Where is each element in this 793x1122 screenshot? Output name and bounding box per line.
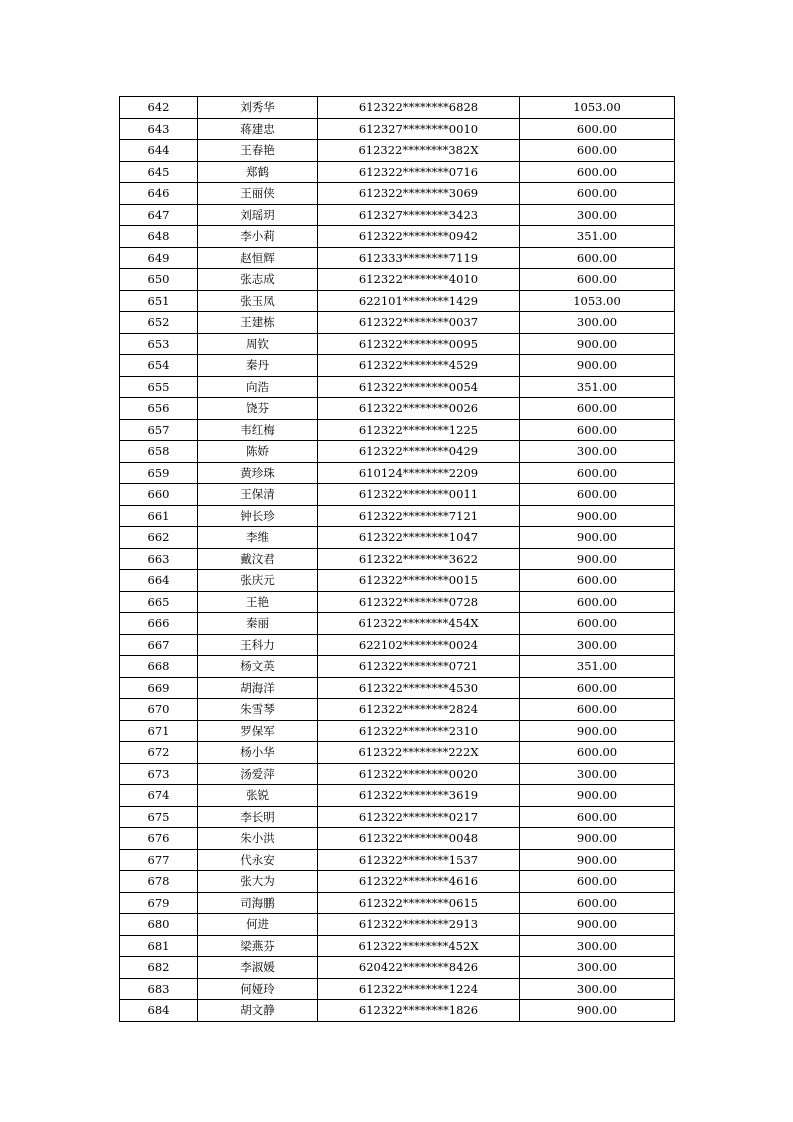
table-row [120,398,675,420]
id-number-cell: 612322********0429 [318,441,520,463]
id-number-cell: 612322********6828 [318,97,520,119]
amount-cell: 600.00 [520,613,675,635]
row-number-cell: 664 [120,570,198,592]
id-number-cell: 612322********0054 [318,376,520,398]
name-cell: 张大为 [198,871,318,893]
row-number-cell: 652 [120,312,198,334]
name-cell: 王艳 [198,591,318,613]
row-number-cell: 646 [120,183,198,205]
id-number-cell: 612322********0026 [318,398,520,420]
table-row [120,914,675,936]
row-number-cell: 643 [120,118,198,140]
row-number-cell: 650 [120,269,198,291]
id-number-cell: 622102********0024 [318,634,520,656]
row-number-cell: 680 [120,914,198,936]
table-row [120,570,675,592]
name-cell: 王科力 [198,634,318,656]
row-number-cell: 663 [120,548,198,570]
row-number-cell: 651 [120,290,198,312]
id-number-cell: 612322********0048 [318,828,520,850]
row-number-cell: 666 [120,613,198,635]
row-number-cell: 649 [120,247,198,269]
table-row [120,871,675,893]
id-number-cell: 612322********4616 [318,871,520,893]
table-row [120,656,675,678]
table-row [120,505,675,527]
name-cell: 朱小洪 [198,828,318,850]
id-number-cell: 612322********3069 [318,183,520,205]
row-number-cell: 676 [120,828,198,850]
amount-cell: 600.00 [520,419,675,441]
row-number-cell: 660 [120,484,198,506]
table-row [120,97,675,119]
name-cell: 陈娇 [198,441,318,463]
table-row [120,419,675,441]
id-number-cell: 612322********0721 [318,656,520,678]
row-number-cell: 684 [120,1000,198,1022]
amount-cell: 300.00 [520,312,675,334]
id-number-cell: 612322********454X [318,613,520,635]
amount-cell: 600.00 [520,484,675,506]
name-cell: 张玉凤 [198,290,318,312]
table-row [120,957,675,979]
amount-cell: 600.00 [520,699,675,721]
id-number-cell: 612322********1225 [318,419,520,441]
table-row [120,634,675,656]
row-number-cell: 673 [120,763,198,785]
table-row [120,548,675,570]
amount-cell: 600.00 [520,871,675,893]
row-number-cell: 658 [120,441,198,463]
id-number-cell: 612327********3423 [318,204,520,226]
name-cell: 何娅玲 [198,978,318,1000]
table-row [120,204,675,226]
name-cell: 秦丹 [198,355,318,377]
amount-cell: 900.00 [520,720,675,742]
id-number-cell: 612322********0011 [318,484,520,506]
amount-cell: 600.00 [520,161,675,183]
name-cell: 戴汶君 [198,548,318,570]
row-number-cell: 669 [120,677,198,699]
row-number-cell: 659 [120,462,198,484]
table-row [120,247,675,269]
name-cell: 王保清 [198,484,318,506]
id-number-cell: 612322********0037 [318,312,520,334]
amount-cell: 300.00 [520,204,675,226]
name-cell: 张志成 [198,269,318,291]
row-number-cell: 681 [120,935,198,957]
name-cell: 代永安 [198,849,318,871]
table-row [120,441,675,463]
name-cell: 胡文静 [198,1000,318,1022]
table-row [120,312,675,334]
table-row [120,785,675,807]
row-number-cell: 645 [120,161,198,183]
table-row [120,140,675,162]
table-row [120,226,675,248]
table-row [120,677,675,699]
name-cell: 张锐 [198,785,318,807]
table-row [120,462,675,484]
table-row [120,355,675,377]
row-number-cell: 661 [120,505,198,527]
id-number-cell: 610124********2209 [318,462,520,484]
row-number-cell: 667 [120,634,198,656]
id-number-cell: 612322********1224 [318,978,520,1000]
row-number-cell: 653 [120,333,198,355]
amount-cell: 600.00 [520,269,675,291]
amount-cell: 600.00 [520,570,675,592]
table-row [120,935,675,957]
name-cell: 罗保军 [198,720,318,742]
id-number-cell: 612322********0217 [318,806,520,828]
amount-cell: 1053.00 [520,97,675,119]
amount-cell: 300.00 [520,763,675,785]
row-number-cell: 654 [120,355,198,377]
name-cell: 杨小华 [198,742,318,764]
row-number-cell: 678 [120,871,198,893]
name-cell: 张庆元 [198,570,318,592]
row-number-cell: 670 [120,699,198,721]
name-cell: 周钦 [198,333,318,355]
name-cell: 何进 [198,914,318,936]
amount-cell: 600.00 [520,742,675,764]
row-number-cell: 657 [120,419,198,441]
row-number-cell: 674 [120,785,198,807]
id-number-cell: 612322********3619 [318,785,520,807]
id-number-cell: 612322********382X [318,140,520,162]
id-number-cell: 612322********0015 [318,570,520,592]
amount-cell: 900.00 [520,1000,675,1022]
amount-cell: 900.00 [520,548,675,570]
row-number-cell: 675 [120,806,198,828]
name-cell: 赵恒辉 [198,247,318,269]
name-cell: 郑鹤 [198,161,318,183]
id-number-cell: 612322********0728 [318,591,520,613]
name-cell: 梁燕芬 [198,935,318,957]
name-cell: 司海鹏 [198,892,318,914]
id-number-cell: 612322********0942 [318,226,520,248]
table-row [120,376,675,398]
amount-cell: 600.00 [520,247,675,269]
name-cell: 李长明 [198,806,318,828]
table-row [120,161,675,183]
amount-cell: 600.00 [520,118,675,140]
amount-cell: 351.00 [520,656,675,678]
amount-cell: 1053.00 [520,290,675,312]
name-cell: 刘瑶玥 [198,204,318,226]
row-number-cell: 655 [120,376,198,398]
row-number-cell: 647 [120,204,198,226]
id-number-cell: 612333********7119 [318,247,520,269]
table-row [120,591,675,613]
name-cell: 向浩 [198,376,318,398]
row-number-cell: 662 [120,527,198,549]
amount-cell: 351.00 [520,376,675,398]
row-number-cell: 665 [120,591,198,613]
name-cell: 蒋建忠 [198,118,318,140]
table-row [120,720,675,742]
name-cell: 李淑媛 [198,957,318,979]
table-row [120,892,675,914]
id-number-cell: 612322********0020 [318,763,520,785]
id-number-cell: 612322********1537 [318,849,520,871]
amount-cell: 600.00 [520,677,675,699]
table-row [120,742,675,764]
id-number-cell: 612322********4530 [318,677,520,699]
table-row [120,978,675,1000]
table-row [120,699,675,721]
table-row [120,849,675,871]
name-cell: 韦红梅 [198,419,318,441]
amount-cell: 600.00 [520,183,675,205]
table-row [120,613,675,635]
table-row [120,763,675,785]
amount-cell: 351.00 [520,226,675,248]
table-row [120,183,675,205]
id-number-cell: 612322********0095 [318,333,520,355]
amount-cell: 900.00 [520,505,675,527]
id-number-cell: 612322********452X [318,935,520,957]
amount-cell: 600.00 [520,591,675,613]
amount-cell: 900.00 [520,914,675,936]
table-row [120,828,675,850]
name-cell: 钟长珍 [198,505,318,527]
row-number-cell: 648 [120,226,198,248]
name-cell: 李小莉 [198,226,318,248]
table-row [120,484,675,506]
amount-cell: 300.00 [520,441,675,463]
amount-cell: 900.00 [520,849,675,871]
name-cell: 秦丽 [198,613,318,635]
id-number-cell: 612322********2913 [318,914,520,936]
table-row [120,333,675,355]
table-row [120,118,675,140]
id-number-cell: 612322********7121 [318,505,520,527]
amount-cell: 900.00 [520,785,675,807]
row-number-cell: 679 [120,892,198,914]
table-row [120,527,675,549]
amount-cell: 900.00 [520,527,675,549]
amount-cell: 300.00 [520,978,675,1000]
name-cell: 王春艳 [198,140,318,162]
id-number-cell: 612322********0615 [318,892,520,914]
id-number-cell: 612322********4010 [318,269,520,291]
amount-cell: 300.00 [520,935,675,957]
row-number-cell: 642 [120,97,198,119]
amount-cell: 300.00 [520,634,675,656]
name-cell: 饶芬 [198,398,318,420]
amount-cell: 600.00 [520,140,675,162]
amount-cell: 900.00 [520,828,675,850]
row-number-cell: 671 [120,720,198,742]
name-cell: 王建栋 [198,312,318,334]
name-cell: 王丽侠 [198,183,318,205]
amount-cell: 600.00 [520,398,675,420]
name-cell: 黄珍珠 [198,462,318,484]
roster-table [119,96,675,1022]
amount-cell: 300.00 [520,957,675,979]
name-cell: 胡海洋 [198,677,318,699]
table-row [120,806,675,828]
name-cell: 杨文英 [198,656,318,678]
id-number-cell: 612322********4529 [318,355,520,377]
row-number-cell: 683 [120,978,198,1000]
id-number-cell: 612322********3622 [318,548,520,570]
amount-cell: 600.00 [520,806,675,828]
table-body [120,97,675,1022]
id-number-cell: 620422********8426 [318,957,520,979]
id-number-cell: 612322********1826 [318,1000,520,1022]
row-number-cell: 668 [120,656,198,678]
amount-cell: 600.00 [520,462,675,484]
row-number-cell: 672 [120,742,198,764]
amount-cell: 900.00 [520,355,675,377]
name-cell: 朱雪琴 [198,699,318,721]
id-number-cell: 622101********1429 [318,290,520,312]
id-number-cell: 612322********222X [318,742,520,764]
id-number-cell: 612322********2310 [318,720,520,742]
id-number-cell: 612327********0010 [318,118,520,140]
name-cell: 李维 [198,527,318,549]
id-number-cell: 612322********0716 [318,161,520,183]
table-row [120,1000,675,1022]
amount-cell: 600.00 [520,892,675,914]
row-number-cell: 682 [120,957,198,979]
id-number-cell: 612322********2824 [318,699,520,721]
name-cell: 汤爱萍 [198,763,318,785]
id-number-cell: 612322********1047 [318,527,520,549]
table-row [120,290,675,312]
name-cell: 刘秀华 [198,97,318,119]
table-row [120,269,675,291]
row-number-cell: 656 [120,398,198,420]
amount-cell: 900.00 [520,333,675,355]
row-number-cell: 677 [120,849,198,871]
row-number-cell: 644 [120,140,198,162]
